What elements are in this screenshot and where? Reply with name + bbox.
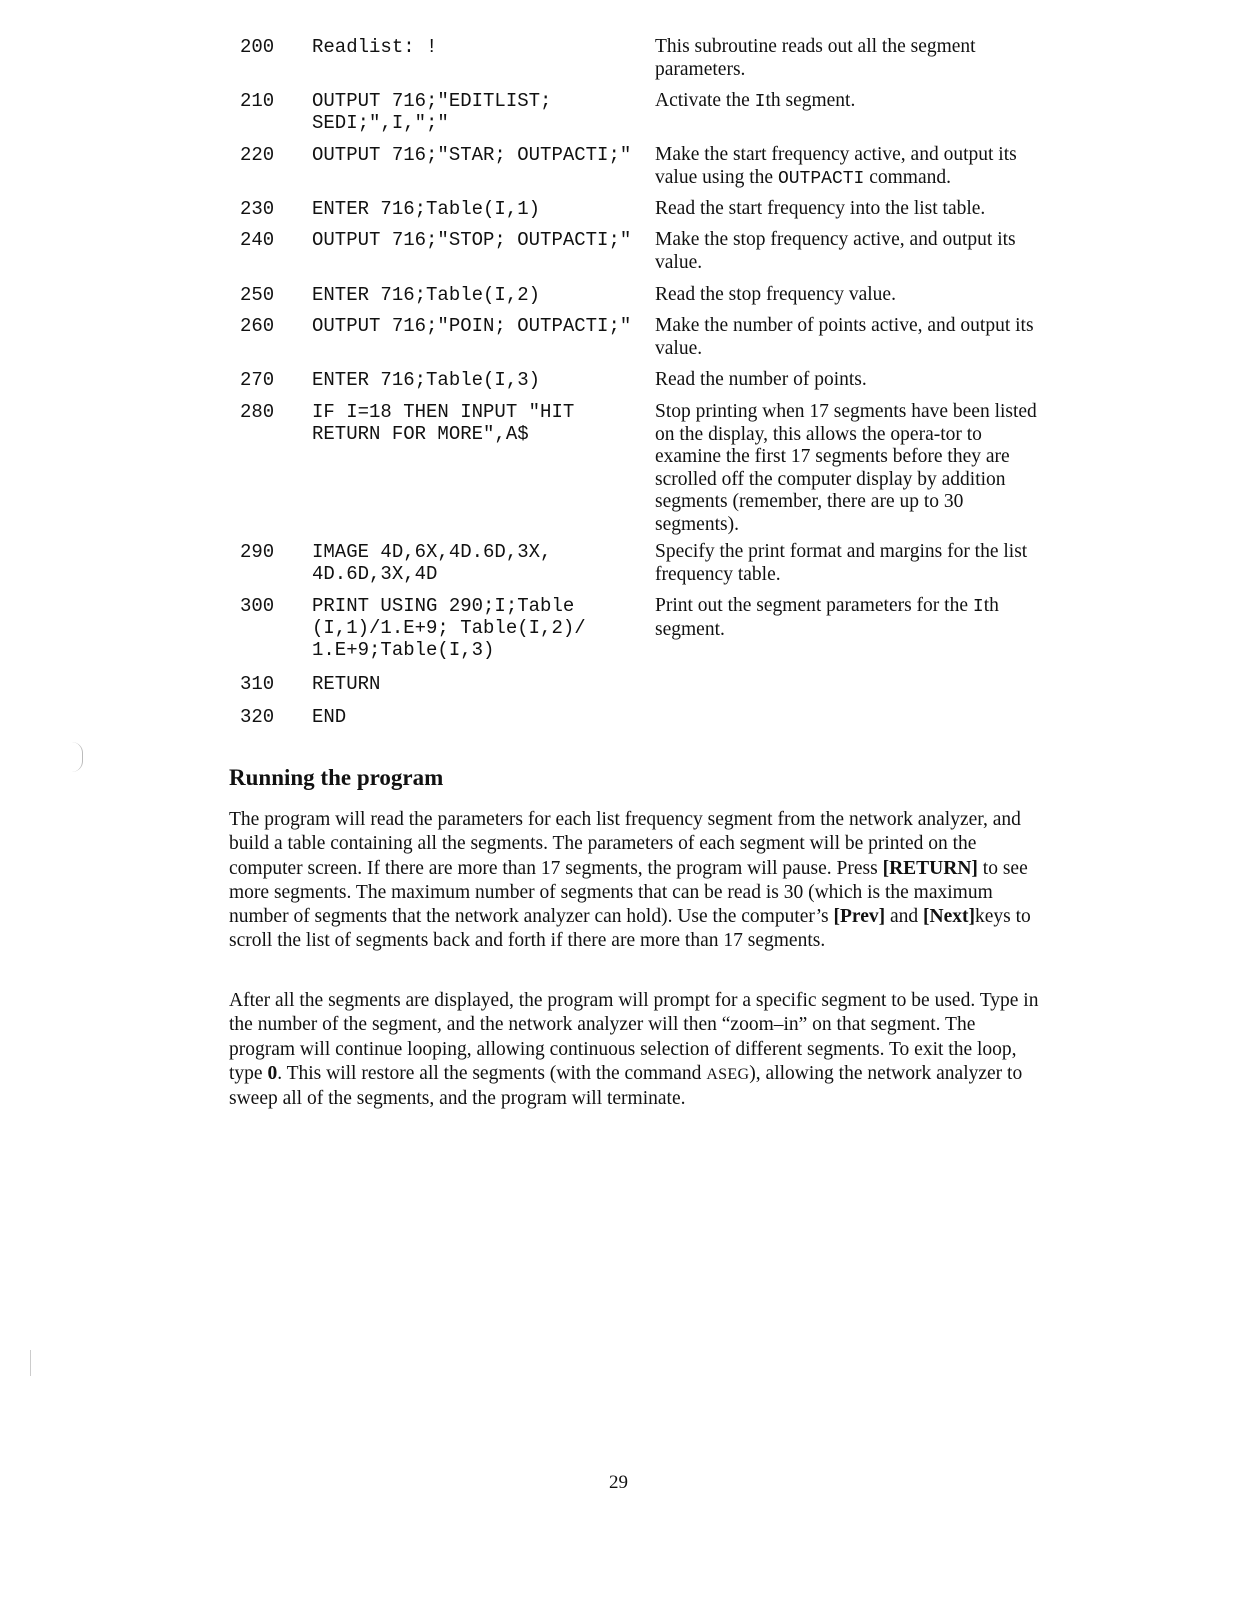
text-run: th segment. [765,90,856,111]
margin-scan-mark [30,1350,35,1376]
line-description [655,369,1040,392]
bold-key-text: [Prev] [833,906,886,928]
line-description [655,144,1040,190]
line-number: 300 [240,595,275,617]
code-text: Readlist: ! [312,36,438,58]
text-run: Specify the print format and margins for the list frequency table. [655,541,1028,585]
code-text: END [312,706,347,728]
text-run: th segment. [655,595,999,640]
page-number: 29 [609,1472,628,1493]
code-text: RETURN [312,673,381,695]
line-number: 200 [240,36,275,58]
code-text: OUTPUT 716;"STAR; OUTPACTI;" [312,144,632,166]
code-text: OUTPUT 716;"POIN; OUTPACTI;" [312,315,632,337]
code-text: IF I=18 THEN INPUT "HIT RETURN FOR MORE",A$ [312,401,575,445]
text-run: Read the number of points. [655,369,867,390]
code-text: ENTER 716;Table(I,3) [312,369,541,391]
line-number: 310 [240,673,275,695]
code-text: ENTER 716;Table(I,2) [312,284,541,306]
line-description [655,401,1040,536]
text-run: Make the stop frequency active, and output its value. [655,229,1016,273]
code-text: OUTPUT 716;"EDITLIST; SEDI;",I,";" [312,90,552,134]
line-number: 260 [240,315,275,337]
code-text: ENTER 716;Table(I,1) [312,198,541,220]
text-run: Activate the [655,90,755,111]
line-number: 220 [240,144,275,166]
line-description [655,36,1040,81]
line-description [655,315,1040,360]
line-description [655,90,1040,114]
bold-key-text: [RETURN] [882,857,978,879]
text-run: command. [864,166,952,188]
code-text: PRINT USING 290;I;Table (I,1)/1.E+9; Table(I,2)/ 1.E+9;Table(I,3) [312,595,586,661]
text-run: Read the stop frequency value. [655,284,896,305]
line-description [655,284,1040,307]
text-run: ), allowing the network analyzer to sweep all of the segments, and the program will terminate. [229,1062,1023,1110]
inline-code-text: I [972,597,984,617]
bold-key-text: 0 [267,1062,278,1084]
line-number: 250 [240,284,275,306]
inline-code-text: OUTPACTI [777,168,865,189]
text-run: Print out the segment parameters for the [655,595,973,616]
body-paragraph [229,989,1044,1111]
section-heading: Running the program [229,765,444,790]
line-number: 320 [240,706,275,728]
body-paragraph [229,808,1044,954]
code-text: OUTPUT 716;"STOP; OUTPACTI;" [312,229,632,251]
text-run: Stop printing when 17 segments have been listed on the display, this allows the opera-tor to examine the first 17 segments before they are scrolled off the computer display by addition segments (remember, there are up to 30 segments). [655,401,1037,535]
line-number: 210 [240,90,275,112]
text-run: keys to scroll the list of segments back and forth if there are more than 17 segments. [229,906,1031,952]
line-number: 290 [240,541,275,563]
text-run: to see more segments. The maximum number of segments that can be read is 30 (which is the maximum number of segments that the network analyzer can hold). Use the computer’s [229,857,1028,928]
line-description [655,229,1040,274]
line-description [655,595,1040,641]
line-number: 270 [240,369,275,391]
margin-scan-mark [72,742,83,772]
text-run: and [885,906,924,928]
small-caps-text: ASEG [706,1065,750,1083]
line-number: 240 [240,229,275,251]
text-run: After all the segments are displayed, the program will prompt for a specific segment to be used. Type in the number of the segment, and the network analyzer will then “zoom–in” on that segment. The program will continue looping, allowing continuous selection of different segments. To exit the loop, type [229,990,1039,1084]
text-run: Make the start frequency active, and output its value using the [655,144,1017,188]
line-number: 280 [240,401,275,423]
text-run: The program will read the parameters for each list frequency segment from the network analyzer, and build a table containing all the segments. The parameters of each segment will be printed on the computer screen. If there are more than 17 segments, the program will pause. Press [229,809,1021,879]
text-run: . This will restore all the segments (with the command [277,1062,707,1084]
text-run: This subroutine reads out all the segment parameters. [655,36,976,80]
inline-code-text: I [754,92,766,112]
text-run: Make the number of points active, and output its value. [655,315,1034,359]
text-run: Read the start frequency into the list table. [655,198,986,219]
line-number: 230 [240,198,275,220]
line-description [655,198,1040,221]
bold-key-text: [Next] [923,906,975,928]
line-description [655,541,1040,586]
code-text: IMAGE 4D,6X,4D.6D,3X, 4D.6D,3X,4D [312,541,552,585]
